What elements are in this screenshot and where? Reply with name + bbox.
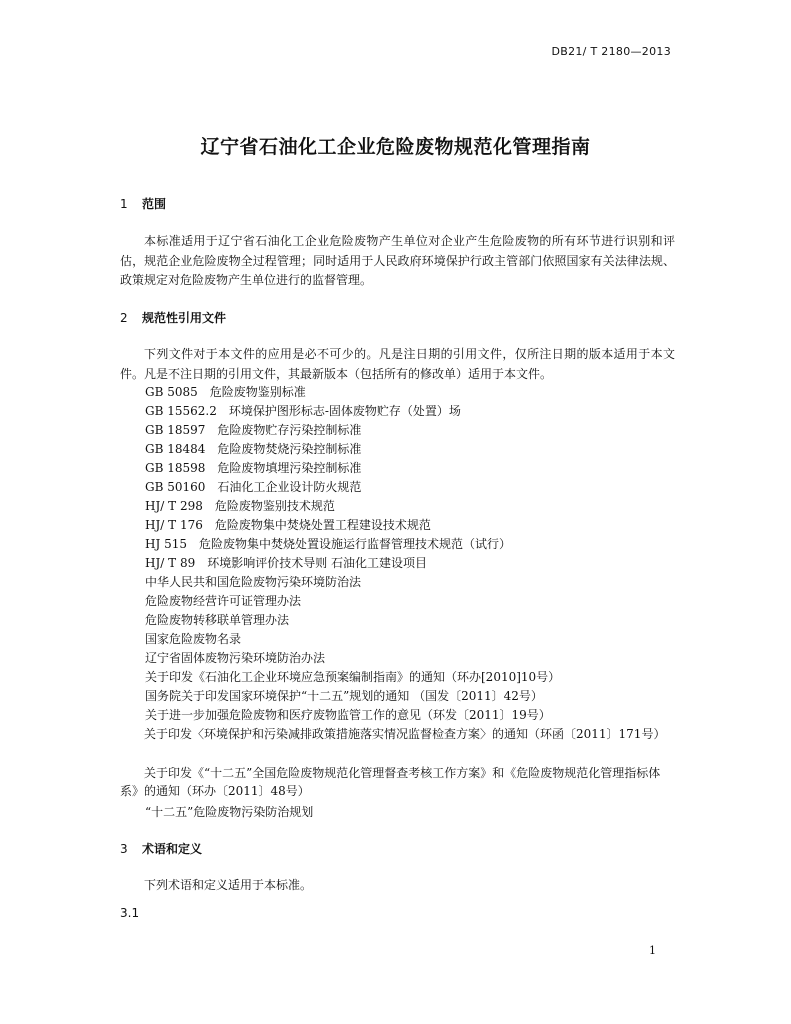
reference-item: GB 5085 危险废物鉴别标准	[145, 385, 306, 399]
reference-item: 关于印发《石油化工企业环境应急预案编制指南》的通知（环办[2010]10号）	[145, 670, 561, 684]
reference-item: 国家危险废物名录	[145, 632, 242, 646]
section-number: 1	[120, 197, 128, 211]
reference-item: 危险废物转移联单管理办法	[145, 613, 290, 627]
reference-item: “十二五”危险废物污染防治规划	[145, 805, 314, 819]
section-1-heading	[120, 195, 166, 212]
reference-item: 关于进一步加强危险废物和医疗废物监管工作的意见（环发〔2011〕19号）	[145, 708, 551, 722]
section-1-paragraph: 本标准适用于辽宁省石油化工企业危险废物产生单位对企业产生危险废物的所有环节进行识别和评估，规范企业危险废物全过程管理；同时适用于人民政府环境保护行政主管部门依照国家有关法律法规、政策规定对危险废物产生单位进行的监督管理。	[120, 234, 675, 287]
reference-item: GB 18598 危险废物填埋污染控制标准	[145, 461, 362, 475]
reference-item: GB 15562.2 环境保护图形标志-固体废物贮存（处置）场	[145, 404, 461, 418]
standard-code: DB21/ T 2180—2013	[551, 45, 671, 58]
reference-item: HJ/ T 176 危险废物集中焚烧处置工程建设技术规范	[145, 518, 431, 532]
reference-item: 国务院关于印发国家环境保护“十二五”规划的通知 （国发〔2011〕42号）	[145, 689, 543, 703]
reference-item: HJ/ T 89 环境影响评价技术导则 石油化工建设项目	[145, 556, 428, 570]
reference-item: HJ 515 危险废物集中焚烧处置设施运行监督管理技术规范（试行）	[145, 537, 511, 551]
document-title: 辽宁省石油化工企业危险废物规范化管理指南	[200, 136, 591, 158]
reference-item: 关于印发《“十二五”全国危险废物规范化管理督查考核工作方案》和《危险废物规范化管理指标体系》的通知（环办〔2011〕48号）	[120, 766, 661, 798]
section-title: 术语和定义	[142, 842, 203, 856]
reference-item: 危险废物经营许可证管理办法	[145, 594, 302, 608]
section-3-paragraph: 下列术语和定义适用于本标准。	[144, 878, 313, 892]
reference-item: GB 18484 危险废物焚烧污染控制标准	[145, 442, 362, 456]
reference-item: HJ/ T 298 危险废物鉴别技术规范	[145, 499, 335, 513]
reference-item: 关于印发〈环境保护和污染减排政策措施落实情况监督检查方案〉的通知（环函〔2011〕171号）	[144, 727, 666, 741]
section-2-paragraph: 下列文件对于本文件的应用是必不可少的。凡是注日期的引用文件，仅所注日期的版本适用于本文件。凡是不注日期的引用文件，其最新版本（包括所有的修改单）适用于本文件。	[120, 347, 675, 381]
section-number: 3	[120, 842, 128, 856]
section-2-heading	[120, 309, 226, 326]
reference-item: GB 50160 石油化工企业设计防火规范	[145, 480, 362, 494]
page-number: 1	[649, 944, 656, 957]
clause-number: 3.1	[120, 906, 140, 920]
reference-item: GB 18597 危险废物贮存污染控制标准	[145, 423, 362, 437]
reference-item: 辽宁省固体废物污染环境防治办法	[145, 651, 326, 665]
section-number: 2	[120, 311, 128, 325]
section-title: 范围	[142, 197, 167, 211]
section-title: 规范性引用文件	[142, 311, 227, 325]
reference-item: 中华人民共和国危险废物污染环境防治法	[145, 575, 362, 589]
section-3-heading	[120, 840, 202, 857]
